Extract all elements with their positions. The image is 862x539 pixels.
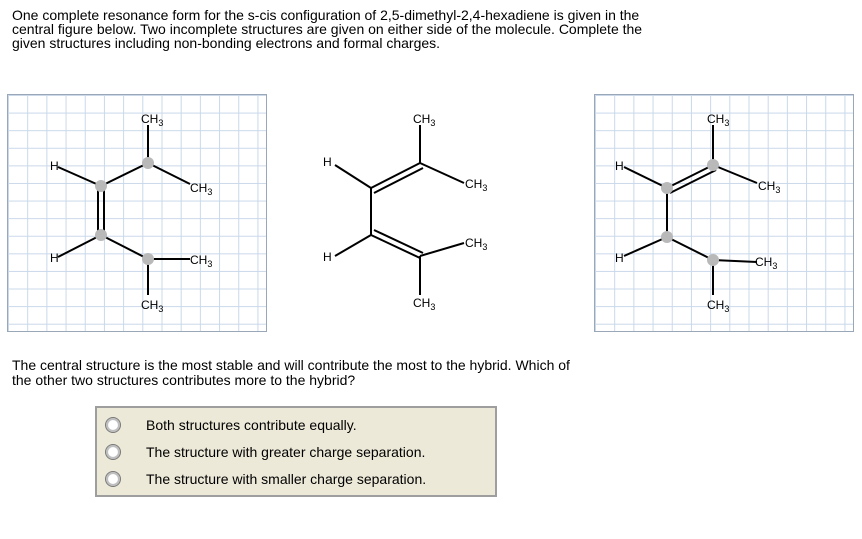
atom-labels: [50, 112, 780, 314]
right-molecule: [624, 125, 757, 295]
ch3-label: $CH_3$: [141, 298, 164, 314]
answer-choices-box: [95, 406, 497, 497]
question-line-2: central figure below. Two incomplete structures are given on either side of the molecule. Complete the: [12, 21, 643, 37]
ch3-label: $CH_3$: [413, 112, 436, 128]
ch3-label: $CH_3$: [141, 112, 164, 128]
h-label: H: [323, 155, 332, 169]
choice-label: Both structures contribute equally.: [146, 417, 357, 433]
h-label: H: [50, 159, 59, 173]
followup-question: [12, 358, 692, 388]
h-label: H: [50, 251, 59, 265]
choice-greater-separation[interactable]: [105, 442, 425, 462]
radio-button[interactable]: [105, 417, 121, 433]
h-label: H: [323, 250, 332, 264]
radio-button[interactable]: [105, 471, 121, 487]
ch3-label: $CH_3$: [707, 112, 730, 128]
h-label: H: [615, 159, 624, 173]
choice-label: The structure with smaller charge separation.: [146, 471, 427, 487]
right-atom-dots[interactable]: [661, 159, 719, 266]
question-line-3: given structures including non-bonding electrons and formal charges.: [12, 35, 441, 51]
radio-button[interactable]: [105, 444, 121, 460]
choice-smaller-separation[interactable]: [105, 469, 426, 489]
ch3-label: $CH_3$: [190, 181, 213, 197]
question-line-1: One complete resonance form for the s-cis configuration of 2,5-dimethyl-2,4-hexadiene is given in the: [12, 7, 640, 23]
choice-equal[interactable]: [105, 415, 357, 435]
ch3-label: $CH_3$: [413, 296, 436, 312]
ch3-label: $CH_3$: [755, 255, 778, 271]
followup-line-2: the other two structures contributes more to the hybrid?: [12, 372, 356, 388]
ch3-label: $CH_3$: [465, 236, 488, 252]
choice-label: The structure with greater charge separation.: [146, 444, 426, 460]
ch3-label: $CH_3$: [758, 179, 781, 195]
ch3-label: $CH_3$: [465, 177, 488, 193]
left-molecule: [58, 125, 190, 295]
h-label: H: [615, 251, 624, 265]
ch3-label: $CH_3$: [707, 298, 730, 314]
ch3-label: $CH_3$: [190, 253, 213, 269]
center-molecule: [335, 125, 464, 295]
followup-line-1: The central structure is the most stable and will contribute the most to the hybrid. Which of: [12, 357, 570, 373]
